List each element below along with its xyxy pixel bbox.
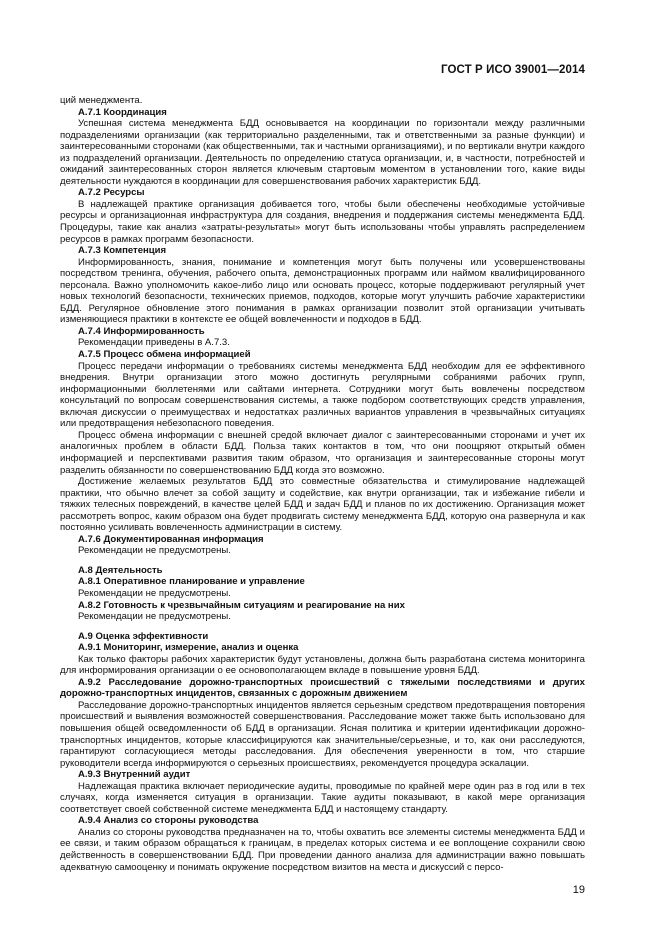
- section-heading: А.9.2 Расследование дорожно-транспортных происшествий с тяжелыми последствиями и других дорожно-транспортных инцидентов, связанных с дорожным движением: [60, 676, 585, 700]
- section-heading: А.7.1 Координация: [78, 106, 167, 118]
- section-heading: А.7.3 Компетенция: [78, 245, 167, 257]
- paragraph: Процесс передачи информации о требованиях системы менеджмента БДД необходим для ее эффективного внедрения. Внутри организации этого можно достигнуть регулярными собраниями рабочих групп, информационными бюллетенями или сайтами интернета. Сотрудники могут быть вовлечены посредством консультаций по вопросам совершенствования системы, а также подбором соответствующих средств управления, включая дискуссии о преимуществах и недостатках различных вариантов управления в чрезвычайных ситуациях или предотвращения небезопасного поведения.: [60, 360, 585, 430]
- section-heading: А.8 Деятельность: [78, 564, 163, 576]
- paragraph: В надлежащей практике организация добивается того, чтобы были обеспечены необходимые устойчивые ресурсы и организационная инфраструктура для создания, внедрения и поддержания системы менеджмента БДД. Процедуры, такие как анализ «затраты-результаты» могут быть использованы чтобы управлять распределением ресурсов в рамках программ безопасности.: [60, 198, 585, 245]
- section-heading: А.8.1 Оперативное планирование и управление: [78, 576, 305, 588]
- section-heading: А.9.3 Внутренний аудит: [78, 769, 191, 781]
- section-heading: А.7.2 Ресурсы: [78, 187, 145, 199]
- paragraph: Рекомендации не предусмотрены.: [78, 545, 231, 557]
- paragraph: Успешная система менеджмента БДД основывается на координации по горизонтали между различными подразделениями организации (как территориально разделенными, так и ответственными за разные функции) и заинтересованными сторонами (как общественными, так и частными организациями), и по вертикали внутри каждого из подразделений организации. Деятельность по определению статуса организации, и, в частности, потребностей и ожиданий заинтересованных сторон является ключевым стартовым моментом в установлении того, какие виды деятельности нуждаются в координации для совершенствования рабочих характеристик БДД.: [60, 118, 585, 187]
- document-body: [60, 95, 585, 873]
- paragraph: Рекомендации приведены в А.7.3.: [78, 337, 230, 349]
- paragraph: Достижение желаемых результатов БДД это совместные обязательства и стимулирование надлежащей практики, что обычно влечет за собой защиту и содействие, как внутри организации, так и избежание гибели и тяжких телесных повреждений, в качестве целей БДД и задач БДД и планов по их достижению. Организация может рассмотреть вопрос, каким образом она будет продвигать систему менеджмента БДД, которую она развернула и как постоянно усиливать вовлеченность администрации в систему.: [60, 476, 585, 534]
- section-heading: А.7.5 Процесс обмена информацией: [78, 349, 251, 361]
- paragraph: Расследование дорожно-транспортных инцидентов является серьезным средством предотвращения повторения происшествий и выявления возможностей совершенствования. Расследование может также быть использовано для повышения общей осведомленности об БДД в организации. Ясная политика и критерии идентификации дорожно-транспортных инцидентов, которые классифицируются как значительные/серьезные, и то, как они расследуются, гарантируют согласующиеся методы расследования. Для обеспечения уверенности в том, что старшие руководители всегда информируются о серьезных происшествиях, рекомендуется процедура эскалации.: [60, 699, 585, 769]
- section-heading: А.8.2 Готовность к чрезвычайным ситуациям и реагирование на них: [78, 599, 405, 611]
- paragraph: Надлежащая практика включает периодические аудиты, проводимые по крайней мере один раз в год или в тех случаях, когда изменяется ситуация в организации. Такие аудиты показывают, в какой мере организация соответствует своей собственной системе менеджмента БДД и настоящему стандарту.: [60, 780, 585, 815]
- section-heading: А.9 Оценка эффективности: [78, 630, 209, 642]
- paragraph: Информированность, знания, понимание и компетенция могут быть получены или усовершенствованы посредством тренинга, обучения, рабочего опыта, демонстрационных программ или наймом квалифицированного персонала. Важно уполномочить какое-либо лицо или основать процесс, которые поддерживают регулярный учет новых технологий безопасности, технических приемов, подходов, которые могут улучшить рабочие характеристики БДД. Регулярное обновление этого понимания в рамках организации позволит этой организации учитывать изменяющиеся практики в контексте ее общей вовлеченности и подходов в БДД.: [60, 256, 585, 326]
- paragraph: Анализ со стороны руководства предназначен на то, чтобы охватить все элементы системы менеджмента БДД и ее связи, и таким образом обращаться к границам, в пределах которых система и ее воплощение сохранили свою действенность в совершенствовании БДД. При проведении данного анализа для администрации важно повышать адекватную самооценку и понимать окружение посредством визитов на места и дискуссий с персо-: [60, 826, 585, 873]
- section-heading: А.7.4 Информированность: [78, 325, 205, 337]
- section-heading: А.9.1 Мониторинг, измерение, анализ и оценка: [78, 642, 299, 654]
- section-heading: А.7.6 Документированная информация: [78, 533, 264, 545]
- section-gap: [60, 623, 585, 631]
- paragraph: Рекомендации не предусмотрены.: [78, 587, 231, 599]
- paragraph: Как только факторы рабочих характеристик будут установлены, должна быть разработана система мониторинга для информирования организации о ее основополагающем вкладе в повышение уровня БДД.: [60, 653, 585, 677]
- section-heading: А.9.4 Анализ со стороны руководства: [78, 815, 259, 827]
- paragraph-continuation: ций менеджмента.: [60, 95, 143, 106]
- page-number: 19: [572, 884, 585, 896]
- document-header: ГОСТ Р ИСО 39001—2014: [440, 64, 585, 76]
- section-gap: [60, 557, 585, 565]
- paragraph: Процесс обмена информации с внешней средой включает диалог с заинтересованными сторонами и учет их аналогичных проблем в области БДД. Польза таких контактов в том, что они поощряют открытый обмен информацией и перспективами развития таким образом, что организация и заинтересованные стороны могут разделить обязанности по совершенствованию БДД когда это возможно.: [60, 429, 585, 476]
- paragraph: Рекомендации не предусмотрены.: [78, 611, 231, 623]
